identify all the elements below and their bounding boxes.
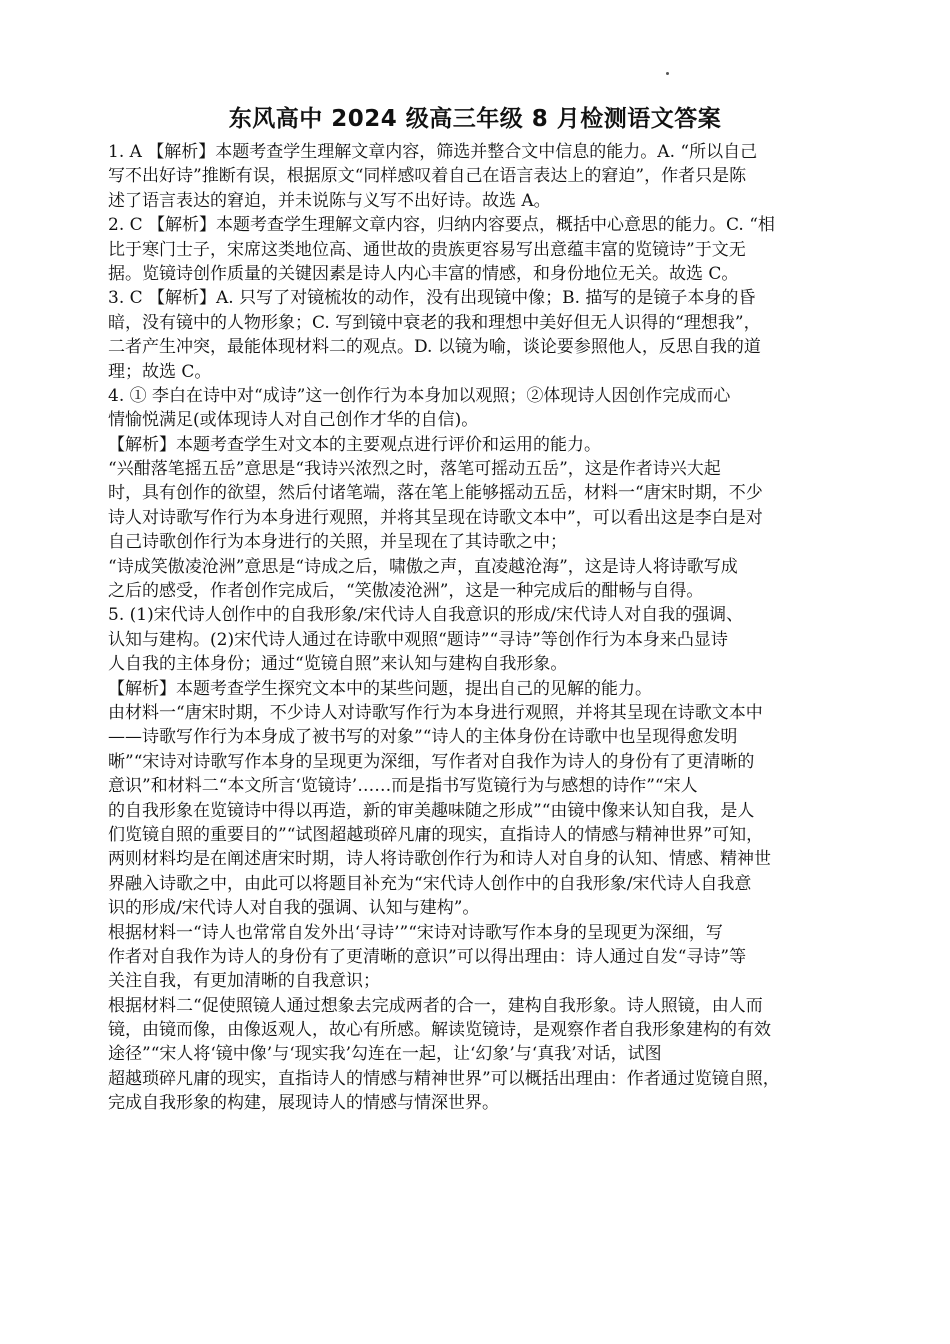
text-line: 5. (1)宋代诗人创作中的自我形象/宋代诗人自我意识的形成/宋代诗人对自我的强调、 xyxy=(108,605,744,626)
answer-body xyxy=(108,140,860,1116)
text-line: 时，具有创作的欲望，然后付诸笔端，落在笔上能够摇动五岳，材料一“唐宋时期，不少 xyxy=(108,483,763,504)
scan-mark xyxy=(666,72,669,75)
text-line: 4. ① 李白在诗中对“成诗”这一创作行为本身加以观照；②体现诗人因创作完成而心 xyxy=(108,385,731,406)
text-line: 们览镜自照的重要目的”“试图超越琐碎凡庸的现实，直指诗人的情感与精神世界”可知， xyxy=(108,824,764,845)
text-line: 3. C 【解析】A. 只写了对镜梳妆的动作，没有出现镜中像；B. 描写的是镜子本身的昏 xyxy=(108,288,756,309)
text-line: 两则材料均是在阐述唐宋时期，诗人将诗歌创作行为和诗人对自身的认知、情感、精神世 xyxy=(108,849,771,870)
text-line: 镜，由镜而像，由像返观人，故心有所感。解读览镜诗，是观察作者自我形象建构的有效 xyxy=(108,1020,771,1041)
text-line: 1. A 【解析】本题考查学生理解文章内容，筛选并整合文中信息的能力。A. “所以自己 xyxy=(108,142,758,162)
text-line: 【解析】本题考查学生探究文本中的某些问题，提出自己的见解的能力。 xyxy=(108,678,652,699)
text-line: 晰”“宋诗对诗歌写作本身的呈现更为深细，写作者对自我作为诗人的身份有了更清晰的 xyxy=(108,751,755,772)
page-title: 东风高中 2024 级高三年级 8 月检测语文答案 xyxy=(228,106,722,132)
text-line: 由材料一“唐宋时期，不少诗人对诗歌写作行为本身进行观照，并将其呈现在诗歌文本中 xyxy=(108,702,763,723)
text-line: 诗人对诗歌写作行为本身进行观照，并将其呈现在诗歌文本中”，可以看出这是李白是对 xyxy=(108,507,763,528)
text-line: 关注自我，有更加清晰的自我意识； xyxy=(108,971,380,992)
text-line: 根据材料二“促使照镜人通过想象去完成两者的合一，建构自我形象。诗人照镜，由人而 xyxy=(108,995,763,1016)
text-line: 2. C 【解析】本题考查学生理解文章内容，归纳内容要点，概括中心意思的能力。C. “相 xyxy=(108,215,775,236)
text-line: 据。览镜诗创作质量的关键因素是诗人内心丰富的情感，和身份地位无关。故选 C。 xyxy=(108,263,739,284)
text-line: 超越琐碎凡庸的现实，直指诗人的情感与精神世界”可以概括出理由：作者通过览镜自照， xyxy=(108,1068,780,1089)
text-line: 理；故选 C。 xyxy=(108,361,212,382)
text-line: 二者产生冲突，最能体现材料二的观点。D. 以镜为喻，谈论要参照他人，反思自我的道 xyxy=(108,337,761,358)
text-line: ——诗歌写作行为本身成了被书写的对象”“诗人的主体身份在诗歌中也呈现得愈发明 xyxy=(108,727,738,748)
text-line: 人自我的主体身份；通过“览镜自照”来认知与建构自我形象。 xyxy=(108,654,568,675)
text-line: 途径”“宋人将‘镜中像’与‘现实我’勾连在一起，让‘幻象’与‘真我’对话，试图 xyxy=(108,1044,662,1065)
text-line: 情愉悦满足(或体现诗人对自己创作才华的自信)。 xyxy=(108,410,479,431)
text-line: 【解析】本题考查学生对文本的主要观点进行评价和运用的能力。 xyxy=(108,434,601,455)
text-line: 暗，没有镜中的人物形象；C. 写到镜中衰老的我和理想中美好但无人识得的“理想我”， xyxy=(108,312,761,333)
text-line: 写不出好诗”推断有误，根据原文“同样感叹着自己在语言表达上的窘迫”，作者只是陈 xyxy=(108,166,747,187)
text-line: 认知与建构。(2)宋代诗人通过在诗歌中观照“题诗”“寻诗”等创作行为本身来凸显诗 xyxy=(108,629,728,650)
text-line: “兴酣落笔摇五岳”意思是“我诗兴浓烈之时，落笔可摇动五岳”，这是作者诗兴大起 xyxy=(108,459,721,480)
text-line: 根据材料一“诗人也常常自发外出‘寻诗’”“宋诗对诗歌写作本身的呈现更为深细，写 xyxy=(108,922,723,943)
text-line: 述了语言表达的窘迫，并未说陈与义写不出好诗。故选 A。 xyxy=(108,190,551,211)
text-line: 意识”和材料二“本文所言‘览镜诗’……而是指书写览镜行为与感想的诗作”“宋人 xyxy=(108,776,698,797)
text-line: “诗成笑傲凌沧洲”意思是“诗成之后，啸傲之声，直凌越沧海”，这是诗人将诗歌写成 xyxy=(108,556,738,577)
text-line: 自己诗歌创作行为本身进行的关照，并呈现在了其诗歌之中； xyxy=(108,532,567,553)
text-line: 作者对自我作为诗人的身份有了更清晰的意识”可以得出理由：诗人通过自发“寻诗”等 xyxy=(108,946,747,967)
text-line: 的自我形象在览镜诗中得以再造，新的审美趣味随之形成”“由镜中像来认知自我，是人 xyxy=(108,800,755,821)
text-line: 完成自我形象的构建，展现诗人的情感与情深世界。 xyxy=(108,1093,499,1114)
text-line: 之后的感受，作者创作完成后，“笑傲凌沧洲”，这是一种完成后的酣畅与自得。 xyxy=(108,581,704,602)
text-line: 识的形成/宋代诗人对自我的强调、认知与建构”。 xyxy=(108,898,480,919)
text-line: 比于寒门士子，宋席这类地位高、通世故的贵族更容易写出意蕴丰富的览镜诗”于文无 xyxy=(108,239,746,260)
text-line: 界融入诗歌之中，由此可以将题目补充为“宋代诗人创作中的自我形象/宋代诗人自我意 xyxy=(108,873,752,894)
